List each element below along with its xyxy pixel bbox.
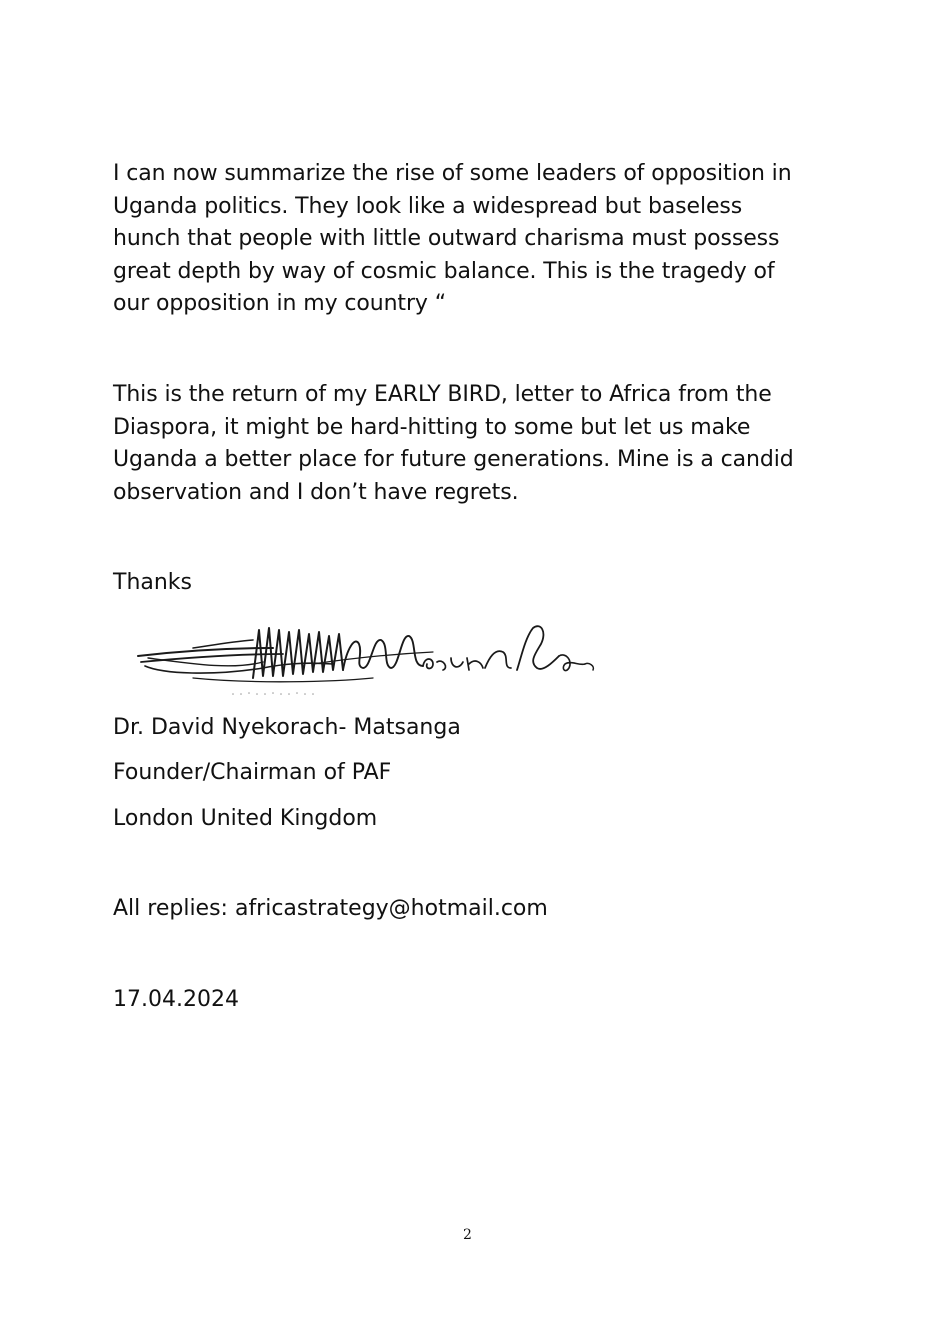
document-date: 17.04.2024 (113, 987, 239, 1012)
signatory-name: Dr. David Nyekorach- Matsanga (113, 715, 461, 740)
body-paragraph-2: This is the return of my EARLY BIRD, letter to Africa from the Diaspora, it might be hard-hitting to some but let us make Uganda a better place for future generations. Mine is a candid observation and I don’t have regrets. (113, 382, 794, 505)
signatory-location: London United Kingdom (113, 806, 378, 831)
signatory-title: Founder/Chairman of PAF (113, 760, 392, 785)
signature-icon (133, 618, 608, 698)
body-paragraph-1: I can now summarize the rise of some leaders of opposition in Uganda politics. They look like a widespread but baseless hunch that people with little outward charisma must possess great depth by way of cosmic balance. This is the tragedy of our opposition in my country “ (113, 161, 792, 316)
closing-text: Thanks (113, 570, 193, 595)
contact-email: All replies: africastrategy@hotmail.com (113, 896, 548, 921)
page-number: 2 (463, 1227, 472, 1243)
